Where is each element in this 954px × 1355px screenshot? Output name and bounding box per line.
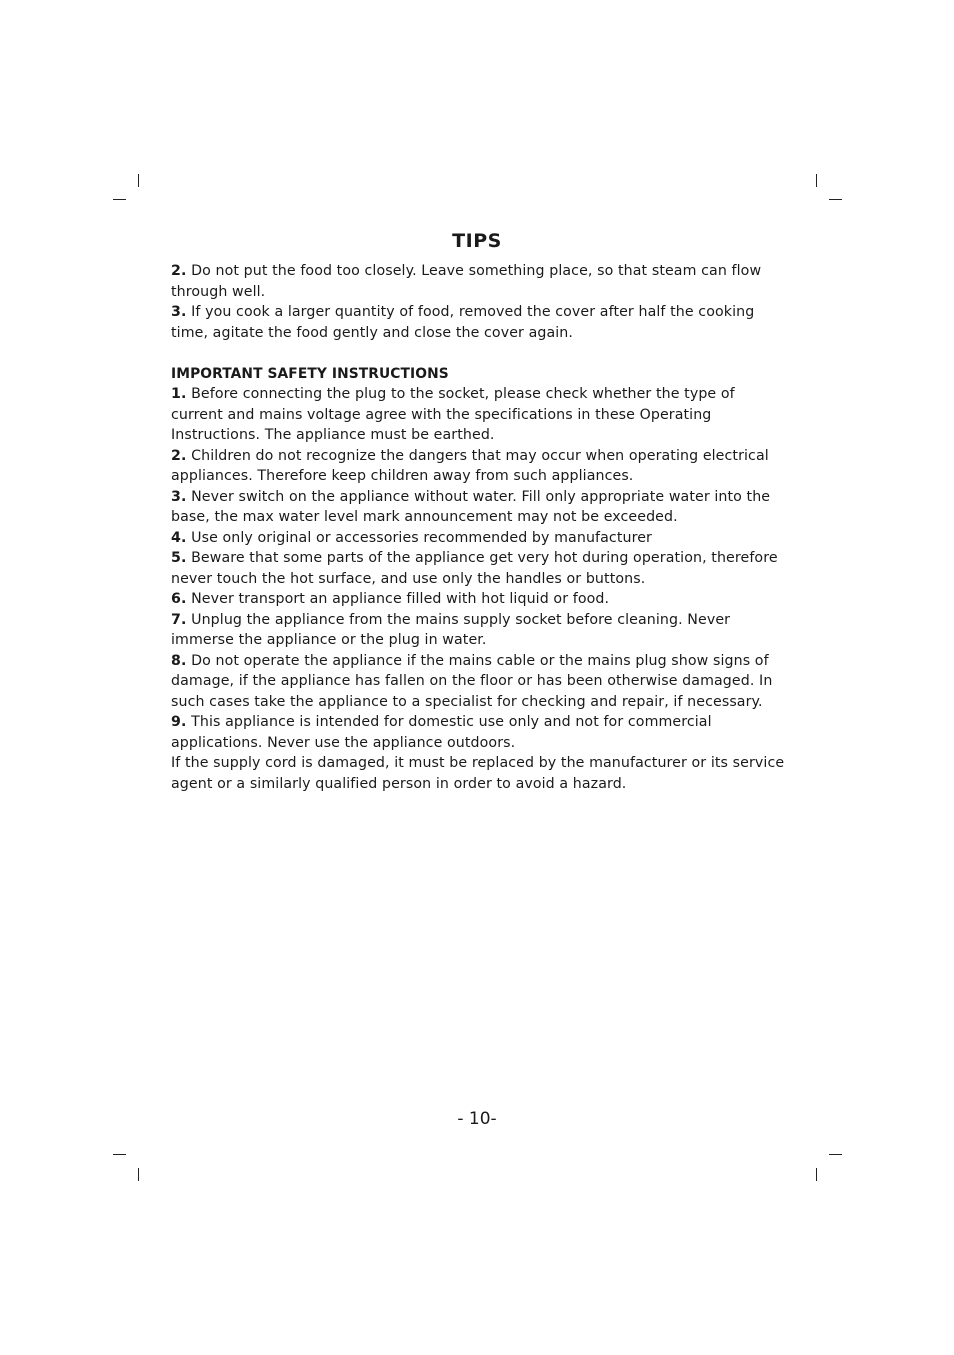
page-number: - 10- xyxy=(457,1109,497,1129)
crop-mark-top-right-vertical xyxy=(816,174,817,187)
safety-item xyxy=(171,446,789,487)
tip-number: 3. xyxy=(171,304,187,320)
safety-number: 1. xyxy=(171,386,187,402)
safety-number: 7. xyxy=(171,611,187,628)
safety-item xyxy=(171,610,789,651)
safety-item xyxy=(171,651,789,713)
section-spacer xyxy=(171,343,789,364)
safety-text: Children do not recognize the dangers that may occur when operating electrical appliances. Therefore keep children away from such appliances. xyxy=(171,447,769,484)
safety-number: 8. xyxy=(171,652,187,669)
crop-mark-bottom-left-vertical xyxy=(138,1168,139,1181)
crop-mark-top-right-horizontal xyxy=(829,199,842,200)
tip-text: If you cook a larger quantity of food, removed the cover after half the cooking time, agitate the food gently and close the cover again. xyxy=(171,304,755,341)
safety-text: Beware that some parts of the appliance get very hot during operation, therefore never touch the hot surface, and use only the handles or buttons. xyxy=(171,550,778,587)
safety-number: 4. xyxy=(171,529,187,546)
safety-text: Use only original or accessories recommended by manufacturer xyxy=(191,529,652,546)
tip-number: 2. xyxy=(171,263,187,279)
crop-mark-bottom-left-horizontal xyxy=(113,1154,126,1155)
safety-heading: IMPORTANT SAFETY INSTRUCTIONS xyxy=(171,365,449,382)
safety-item xyxy=(171,548,789,589)
safety-item xyxy=(171,528,789,549)
safety-closing-note: If the supply cord is damaged, it must be replaced by the manufacturer or its service agent or a similarly qualified person in order to avoid a hazard. xyxy=(171,755,785,792)
safety-text: Never switch on the appliance without water. Fill only appropriate water into the base, the max water level mark announcement may not be exceeded. xyxy=(171,488,771,525)
crop-mark-top-left-horizontal xyxy=(113,199,126,200)
tip-item xyxy=(171,302,789,343)
safety-number: 3. xyxy=(171,488,187,505)
safety-text: Never transport an appliance filled with hot liquid or food. xyxy=(191,591,610,607)
safety-item xyxy=(171,712,789,753)
safety-item xyxy=(171,487,789,528)
safety-number: 5. xyxy=(171,550,187,566)
safety-item xyxy=(171,589,789,610)
crop-mark-bottom-right-vertical xyxy=(816,1168,817,1181)
page-content xyxy=(171,261,789,794)
page-title: TIPS xyxy=(452,230,502,252)
safety-text: Unplug the appliance from the mains supply socket before cleaning. Never immerse the appliance or the plug in water. xyxy=(171,611,731,648)
safety-number: 2. xyxy=(171,447,187,464)
tip-item xyxy=(171,261,789,302)
safety-text: Do not operate the appliance if the mains cable or the mains plug show signs of damage, if the appliance has fallen on the floor or has been otherwise damaged. In such cases take the appliance to a specialist for checking and repair, if necessary. xyxy=(171,652,773,710)
safety-number: 9. xyxy=(171,714,187,730)
crop-mark-bottom-right-horizontal xyxy=(829,1154,842,1155)
safety-item xyxy=(171,384,789,446)
safety-number: 6. xyxy=(171,591,187,607)
tip-text: Do not put the food too closely. Leave something place, so that steam can flow through well. xyxy=(171,263,762,300)
safety-text: Before connecting the plug to the socket, please check whether the type of current and mains voltage agree with the specifications in these Operating Instructions. The appliance must be earthed. xyxy=(171,386,735,443)
crop-mark-top-left-vertical xyxy=(138,174,139,187)
safety-text: This appliance is intended for domestic use only and not for commercial applications. Never use the appliance outdoors. xyxy=(171,714,712,751)
